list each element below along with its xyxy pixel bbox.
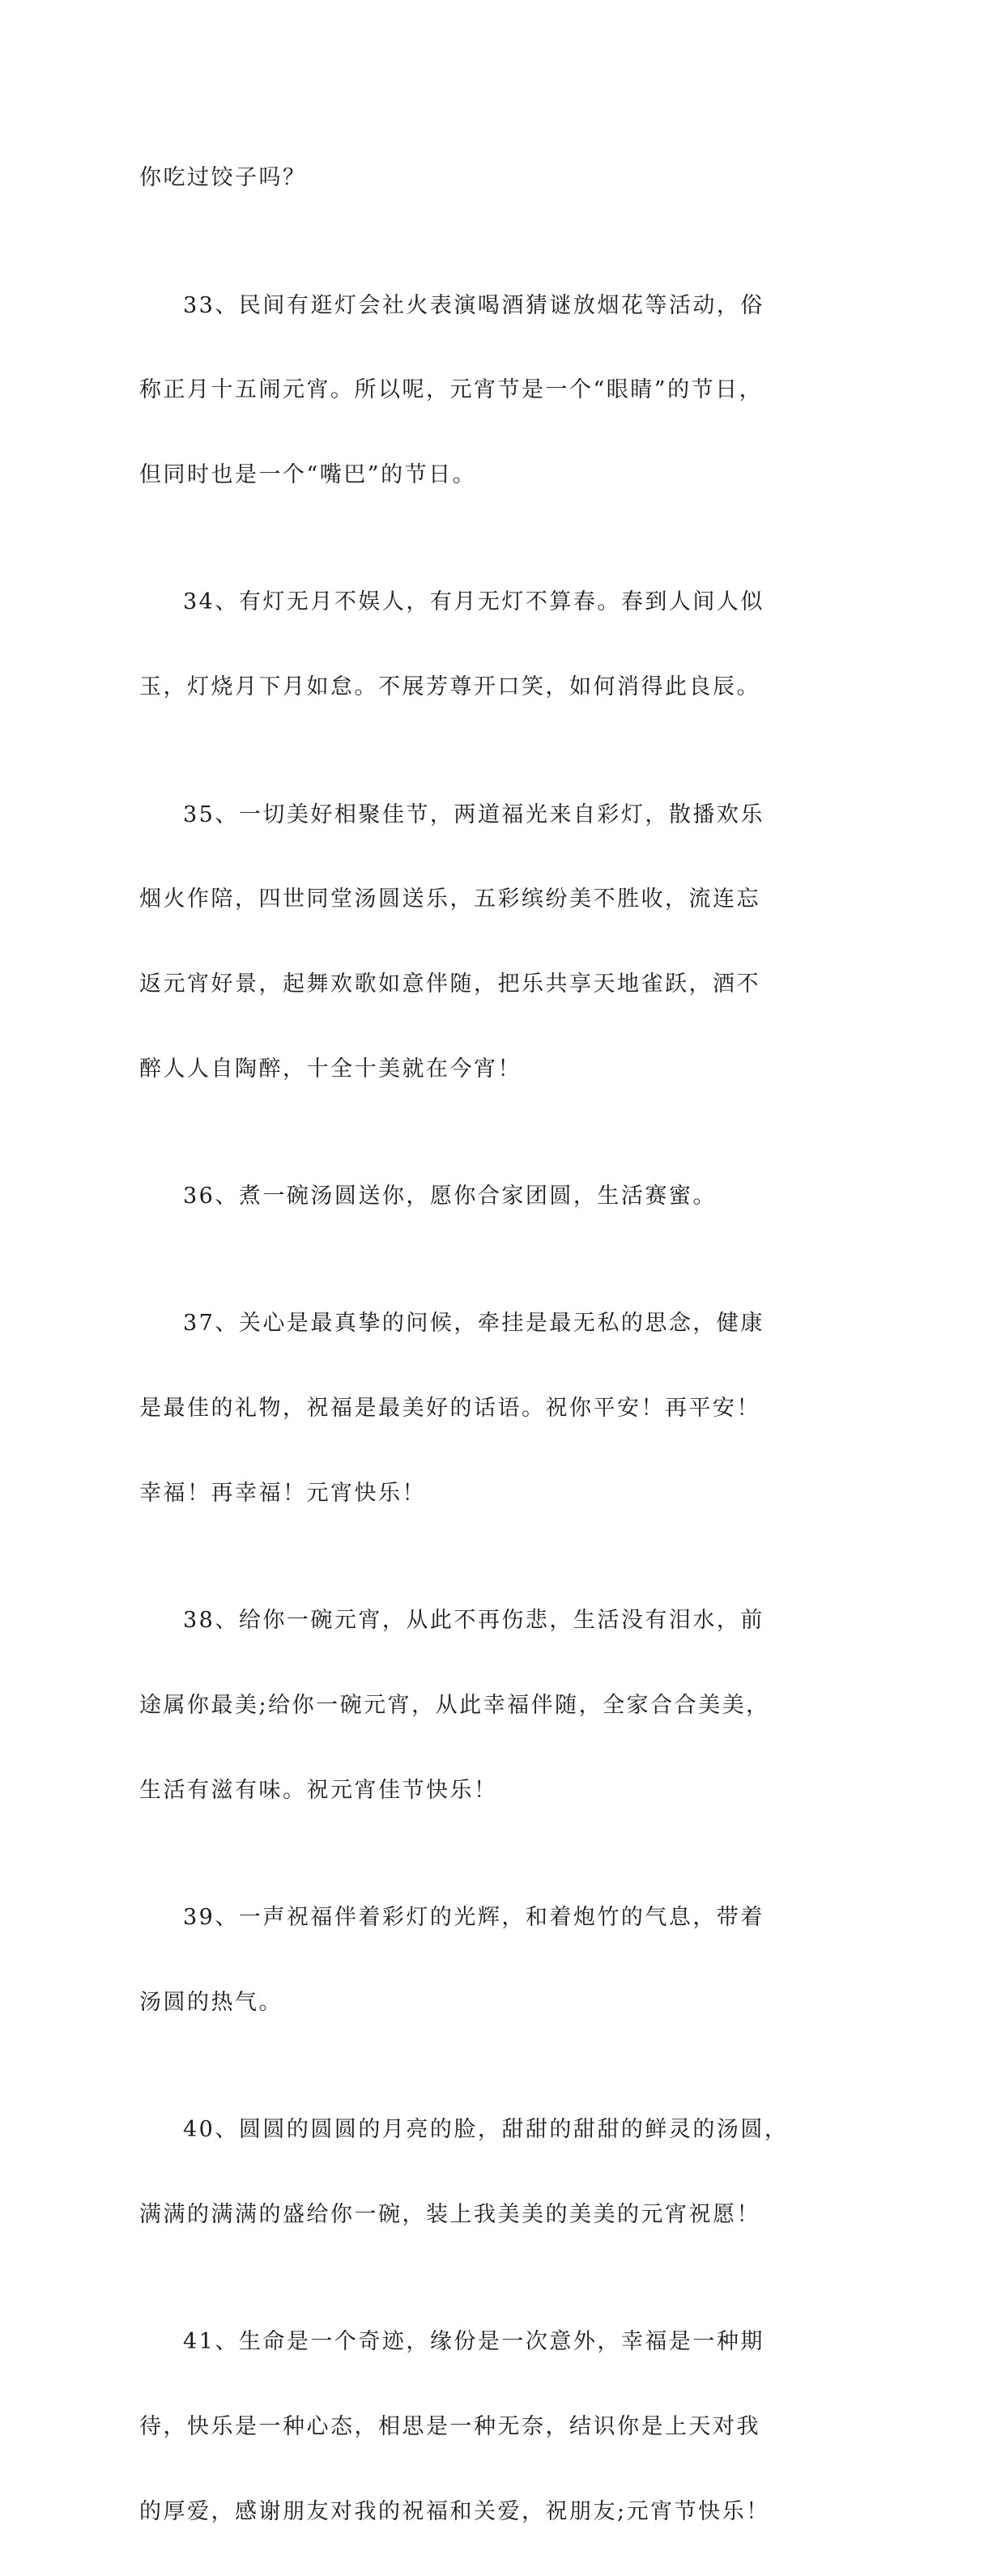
text-line: 38、给你一碗元宵，从此不再伤悲，生活没有泪水，前 — [183, 1608, 764, 1634]
paragraph-39 — [139, 1855, 768, 2067]
text-line: 36、煮一碗汤圆送你，愿你合家团圆，生活赛蜜。 — [183, 1184, 717, 1209]
text-line: 玉，灯烧月下月如怠。不展芳尊开口笑，如何消得此良辰。 — [139, 674, 760, 700]
text-line: 返元宵好景，起舞欢歌如意伴随，把乐共享天地雀跃，酒不 — [139, 971, 760, 997]
paragraph-40 — [139, 2067, 789, 2279]
text-line: 37、关心是最真挚的问候，牵挂是最无私的思念，健康 — [183, 1311, 764, 1337]
text-line: 醉人人自陶醉，十全十美就在今宵！ — [139, 1056, 522, 1082]
paragraph-41 — [139, 2279, 768, 2576]
paragraph-35 — [139, 751, 768, 1133]
text-line: 40、圆圆的圆圆的月亮的脸，甜甜的甜甜的鲜灵的汤圆， — [183, 2117, 789, 2143]
text-line: 35、一切美好相聚佳节，两道福光来自彩灯，散播欢乐 — [183, 801, 764, 827]
text-line: 生活有滋有味。祝元宵佳节快乐！ — [139, 1777, 498, 1803]
paragraph-38 — [139, 1558, 768, 1855]
text-line: 待，快乐是一种心态，相思是一种无奈，结识你是上天对我 — [139, 2413, 760, 2439]
text-line: 的厚爱，感谢朋友对我的祝福和关爱，祝朋友;元宵节快乐！ — [139, 2498, 770, 2524]
text-line: 39、一声祝福伴着彩灯的光辉，和着炮竹的气息，带着 — [183, 1905, 764, 1931]
text-line: 途属你最美;给你一碗元宵，从此幸福伴随，全家合合美美， — [139, 1693, 770, 1719]
paragraph-36 — [139, 1133, 768, 1260]
document-body — [139, 115, 789, 2576]
paragraph-34 — [139, 539, 768, 751]
text-line: 33、民间有逛灯会社火表演喝酒猜谜放烟花等活动，俗 — [183, 292, 764, 318]
text-line: 满满的满满的盛给你一碗，装上我美美的美美的元宵祝愿！ — [139, 2201, 760, 2227]
text-line: 是最佳的礼物，祝福是最美好的话语。祝你平安！再平安！ — [139, 1396, 760, 1422]
text-line: 34、有灯无月不娱人，有月无灯不算春。春到人间人似 — [183, 589, 764, 615]
paragraph-continuation — [139, 115, 768, 242]
text-line: 幸福！再幸福！元宵快乐！ — [139, 1481, 426, 1506]
text-line: 称正月十五闹元宵。所以呢，元宵节是一个“眼睛”的节日， — [139, 377, 764, 403]
text-line: 你吃过饺子吗？ — [139, 165, 307, 191]
paragraph-33 — [139, 242, 768, 539]
paragraph-37 — [139, 1260, 768, 1558]
text-line: 41、生命是一个奇迹，缘份是一次意外，幸福是一种期 — [183, 2329, 764, 2355]
text-line: 但同时也是一个“嘴巴”的节日。 — [139, 462, 477, 488]
text-line: 汤圆的热气。 — [139, 1989, 283, 2015]
text-line: 烟火作陪，四世同堂汤圆送乐，五彩缤纷美不胜收，流连忘 — [139, 886, 760, 912]
